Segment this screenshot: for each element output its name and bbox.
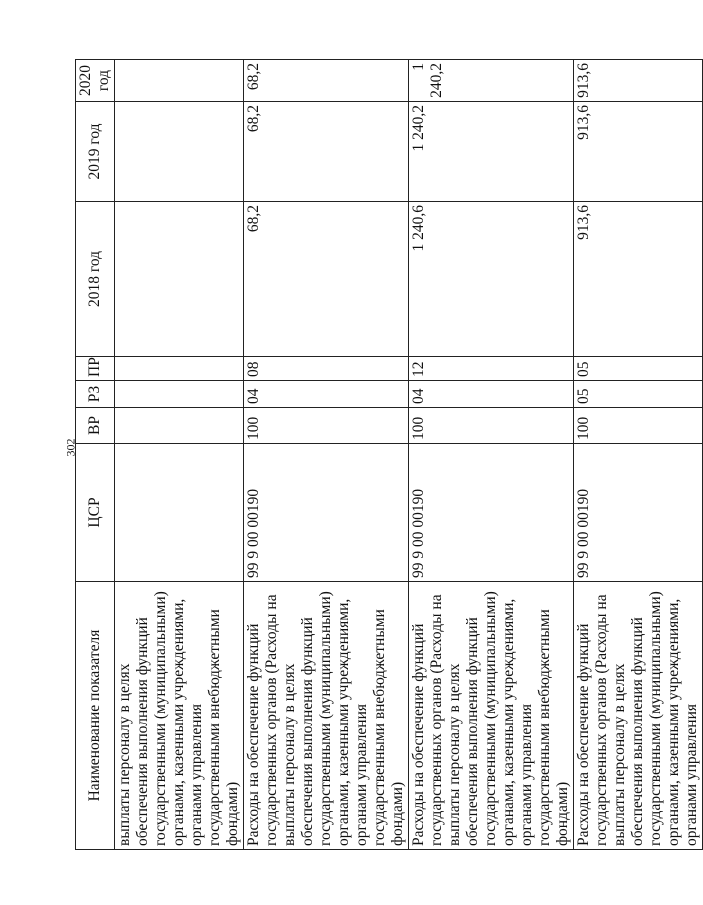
cell-vr [115, 408, 244, 444]
cell-2019: 68,2 [244, 102, 409, 202]
cell-vr: 100 [574, 408, 703, 444]
cell-pr: 05 [574, 357, 703, 381]
cell-rz [115, 381, 244, 408]
header-csr: ЦСР [76, 444, 115, 582]
cell-2020: 1 240,2 [409, 60, 574, 102]
cell-csr: 99 9 00 00190 [409, 444, 574, 582]
table-header-row [76, 60, 115, 850]
cell-2020: 913,6 [574, 60, 703, 102]
cell-vr: 100 [244, 408, 409, 444]
cell-name: Расходы на обеспечение функций государственных органов (Расходы на выплаты персоналу в целях обеспечения выполнения функций государственными (муниципальными) органами, казенными учреждениями, органами управления [574, 582, 703, 850]
cell-2020: 68,2 [244, 60, 409, 102]
cell-2019: 913,6 [574, 102, 703, 202]
cell-2018: 1 240,6 [409, 202, 574, 357]
cell-name: Расходы на обеспечение функций государственных органов (Расходы на выплаты персоналу в целях обеспечения выполнения функций государственными (муниципальными) органами, казенными учреждениями, органами управления государственными внебюджетными фондами) [244, 582, 409, 850]
cell-csr: 99 9 00 00190 [574, 444, 703, 582]
cell-rz: 05 [574, 381, 703, 408]
header-2018: 2018 год [76, 202, 115, 357]
cell-pr: 12 [409, 357, 574, 381]
cell-csr [115, 444, 244, 582]
budget-table [75, 59, 703, 850]
table-row [574, 60, 703, 850]
table-row [244, 60, 409, 850]
cell-2018: 913,6 [574, 202, 703, 357]
header-pr: ПР [76, 357, 115, 381]
cell-2019 [115, 102, 244, 202]
header-2020: 2020 год [76, 60, 115, 102]
table-row [409, 60, 574, 850]
table-row [115, 60, 244, 850]
cell-2018: 68,2 [244, 202, 409, 357]
header-name: Наименование показателя [76, 582, 115, 850]
header-rz: РЗ [76, 381, 115, 408]
cell-2020 [115, 60, 244, 102]
cell-2019: 1 240,2 [409, 102, 574, 202]
cell-csr: 99 9 00 00190 [244, 444, 409, 582]
cell-name: Расходы на обеспечение функций государственных органов (Расходы на выплаты персоналу в целях обеспечения выполнения функций государственными (муниципальными) органами, казенными учреждениями, органами управления государственными внебюджетными фондами) [409, 582, 574, 850]
header-vr: ВР [76, 408, 115, 444]
page-number: 302 [63, 438, 78, 457]
cell-vr: 100 [409, 408, 574, 444]
cell-pr: 08 [244, 357, 409, 381]
header-2019: 2019 год [76, 102, 115, 202]
cell-rz: 04 [409, 381, 574, 408]
cell-name: выплаты персоналу в целях обеспечения выполнения функций государственными (муниципальными) органами, казенными учреждениями, органами управления государственными внебюджетными фондами) [115, 582, 244, 850]
rotated-table-container [75, 60, 700, 850]
cell-2018 [115, 202, 244, 357]
cell-rz: 04 [244, 381, 409, 408]
cell-pr [115, 357, 244, 381]
